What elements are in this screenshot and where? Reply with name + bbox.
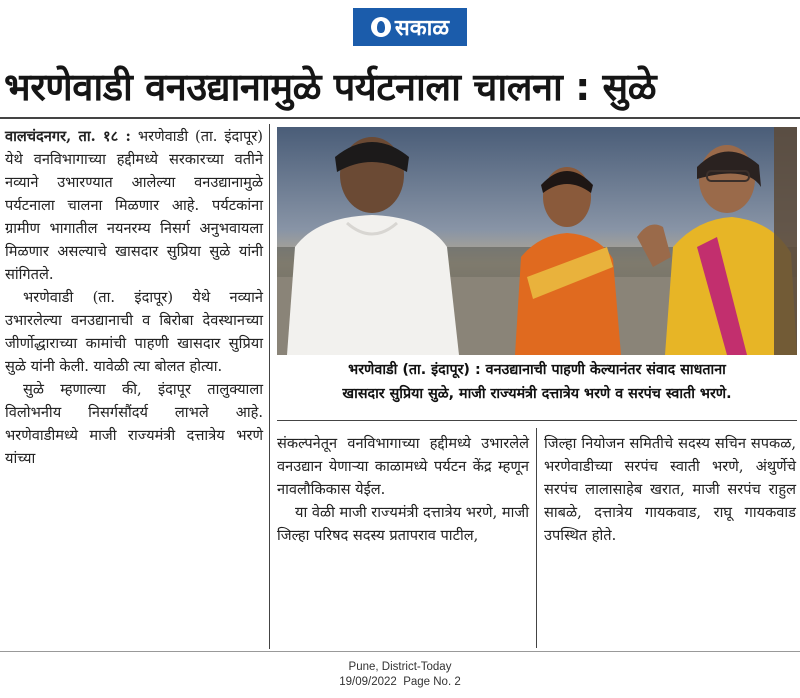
caption-line-2: खासदार सुप्रिया सुळे, माजी राज्यमंत्री दत्तात्रेय भरणे व सरपंच स्वाती भरणे. <box>342 386 732 402</box>
article-paragraph: जिल्हा नियोजन समितीचे सदस्य सचिन सपकळ, भरणेवाडीच्या सरपंच स्वाती भरणे, अंथुर्णेचे सरपंच लालासाहेब खरात, माजी सरपंच राहुल साबळे, दत्तात्रेय गायकवाड, राघू गायकवाड उपस्थित होते. <box>544 435 796 544</box>
article-paragraph: वालचंदनगर, ता. १८ : भरणेवाडी (ता. इंदापूर) येथे वनविभागाच्या हद्दीमध्ये सरकारच्या वतीने नव्याने उभारण्यात आलेल्या वनउद्यानामुळे पर्यटनाला चालना मिळणार आहे. पर्यटकांना ग्रामीण भागातील नयनरम्य निसर्ग अनुभवायला मिळणार असल्याचे खासदार सुप्रिया सुळे यांनी सांगितले. <box>5 128 263 283</box>
article-column-1 <box>5 125 263 470</box>
article-paragraph: या वेळी माजी राज्यमंत्री दत्तात्रेय भरणे, माजी जिल्हा परिषद सदस्य प्रतापराव पाटील, <box>277 504 529 544</box>
date-page-label: 19/09/2022 Page No. 2 <box>339 676 461 688</box>
rule-above-footer <box>0 651 800 652</box>
article-paragraph: भरणेवाडी (ता. इंदापूर) येथे नव्याने उभारलेल्या वनउद्यानाची व बिरोबा देवस्थानच्या जीर्णोद्धाराच्या कामांची पाहणी खासदार सुप्रिया सुळे यांनी केली. यावेळी त्या बोलत होत्या. <box>5 289 263 375</box>
page-footer <box>0 660 800 690</box>
newspaper-logo <box>353 8 467 46</box>
rule-under-headline <box>0 117 800 119</box>
article-column-3 <box>544 432 796 547</box>
edition-label: Pune, District-Today <box>348 661 452 673</box>
column-divider-2 <box>536 428 537 648</box>
news-photo <box>277 127 797 355</box>
logo-text: सकाळ <box>394 16 450 41</box>
dateline: वालचंदनगर, ता. १८ : <box>5 128 131 145</box>
article-paragraph: सुळे म्हणाल्या की, इंदापूर तालुक्याला विलोभनीय निसर्गसौंदर्य लाभले आहे. भरणेवाडीमध्ये माजी राज्यमंत्री दत्तात्रेय भरणे यांच्या <box>5 381 263 467</box>
article-column-2 <box>277 432 529 547</box>
rule-under-photo <box>277 420 797 421</box>
photo-caption <box>277 358 797 416</box>
column-divider-1 <box>269 124 270 649</box>
article-paragraph: संकल्पनेतून वनविभागाच्या हद्दीमध्ये उभारलेले वनउद्यान येणाऱ्या काळामध्ये पर्यटन केंद्र म्हणून नावलौकिकास येईल. <box>277 435 529 498</box>
sakal-emblem-icon <box>371 17 391 37</box>
caption-line-1: भरणेवाडी (ता. इंदापूर) : वनउद्यानाची पाहणी केल्यानंतर संवाद साधताना <box>348 362 726 378</box>
headline: भरणेवाडी वनउद्यानामुळे पर्यटनाला चालना : सुळे <box>4 65 657 109</box>
